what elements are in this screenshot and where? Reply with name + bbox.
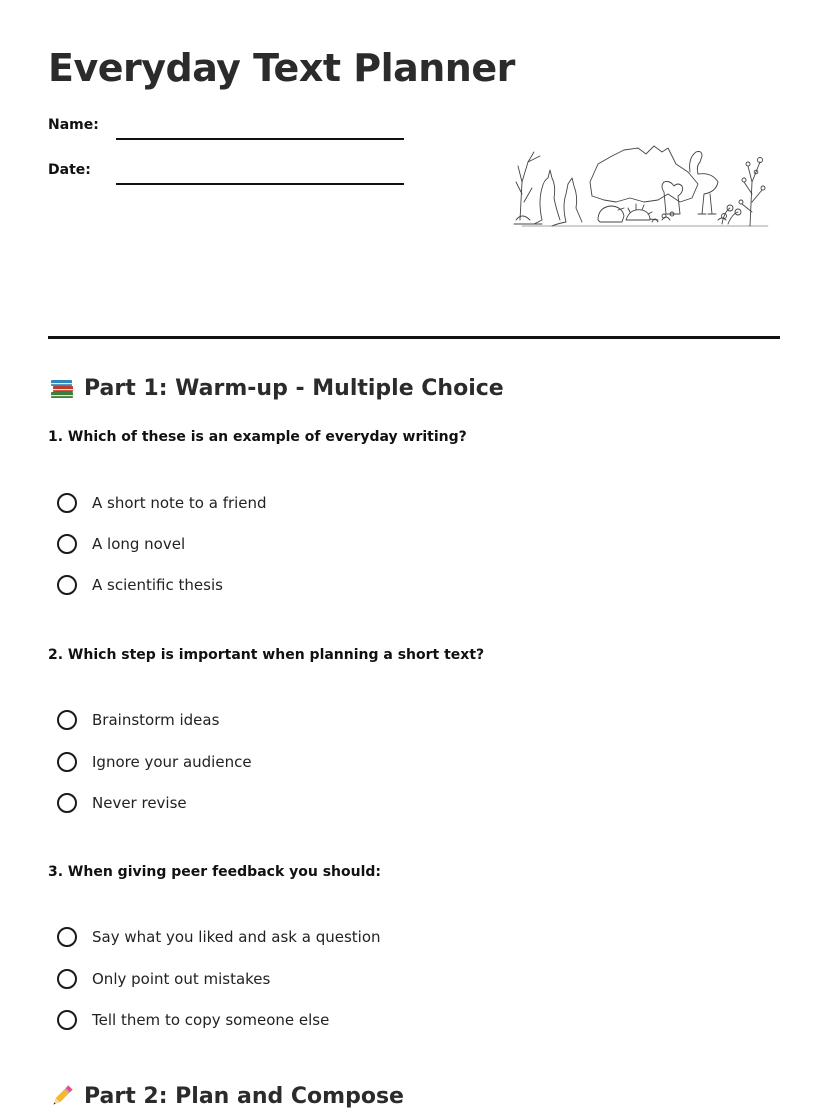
question-3: 3. When giving peer feedback you should: [48,864,382,880]
option-label: A short note to a friend [92,494,267,512]
q1-option-3[interactable] [57,572,223,598]
date-label: Date: [48,162,91,178]
q1-option-1[interactable] [57,490,267,516]
radio-button[interactable] [57,1010,77,1030]
pencil-icon [48,1082,76,1110]
radio-button[interactable] [57,927,77,947]
q3-option-3[interactable] [57,1007,329,1033]
part2-heading [48,1082,404,1110]
part2-title: Part 2: Plan and Compose [84,1083,404,1109]
option-label: Brainstorm ideas [92,711,220,729]
name-field-line[interactable] [116,138,404,140]
q3-option-1[interactable] [57,924,381,950]
radio-button[interactable] [57,969,77,989]
page-title: Everyday Text Planner [48,46,515,90]
option-label: Only point out mistakes [92,970,271,988]
q2-option-1[interactable] [57,707,219,733]
radio-button[interactable] [57,534,77,554]
section-divider [48,336,780,339]
option-label: Tell them to copy someone else [92,1011,330,1029]
radio-button[interactable] [57,493,77,513]
radio-button[interactable] [57,710,77,730]
radio-button[interactable] [57,575,77,595]
question-2: 2. Which step is important when planning a short text? [48,647,485,663]
q1-option-2[interactable] [57,531,185,557]
books-icon [48,374,76,402]
q3-option-2[interactable] [57,966,270,992]
australian-animals-illustration [512,142,774,228]
q2-option-2[interactable] [57,749,252,775]
date-field-line[interactable] [116,183,404,185]
option-label: Say what you liked and ask a question [92,928,381,946]
option-label: A scientific thesis [92,576,223,594]
name-label: Name: [48,117,99,133]
radio-button[interactable] [57,793,77,813]
part1-heading [48,374,504,402]
question-1: 1. Which of these is an example of everyday writing? [48,429,467,445]
radio-button[interactable] [57,752,77,772]
part1-title: Part 1: Warm-up - Multiple Choice [84,375,504,401]
option-label: Ignore your audience [92,753,252,771]
option-label: Never revise [92,794,187,812]
q2-option-3[interactable] [57,790,187,816]
option-label: A long novel [92,535,186,553]
